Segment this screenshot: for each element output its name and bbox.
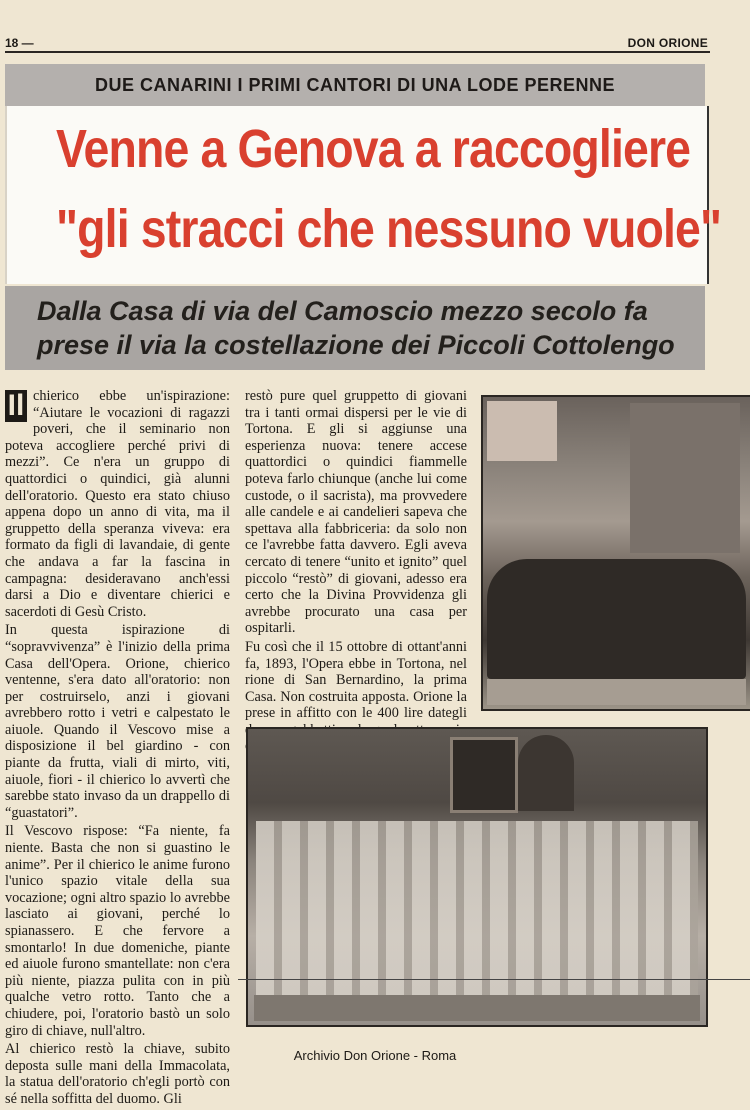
header-rule bbox=[5, 51, 710, 53]
article-column-1 bbox=[5, 388, 230, 1110]
article-column-2 bbox=[245, 388, 467, 757]
magazine-name: DON ORIONE bbox=[627, 36, 708, 50]
paragraph: Il chierico ebbe un'ispirazione: “Aiutare le vocazioni di ragazzi poveri, che il seminario non poteva accogliere perché privi di mezzi”. Ce n'era un gruppo di quattordici o quindici, già alunni dell'oratorio. Questo era stato chiuso appena dopo un anno di vita, ma il gruppetto della speranza viveva: era formato da figli di lavandaie, di gente che andava a far la fascina in campagna: desideravano anch'essi darsi a Dio e diventare chierici e sacerdoti di Gesù Cristo. bbox=[5, 388, 230, 620]
drop-cap: Il bbox=[5, 390, 27, 422]
kicker: DUE CANARINI I PRIMI CANTORI DI UNA LODE PERENNE bbox=[5, 64, 705, 106]
divider-line bbox=[238, 979, 750, 980]
paragraph: Al chierico restò la chiave, subito deposta sulle mani della Immacolata, la statua dell'oratorio ch'egli portò con sé nella soffitta del duomo. Gli bbox=[5, 1041, 230, 1107]
archive-footer: Archivio Don Orione - Roma bbox=[293, 1048, 457, 1063]
deck bbox=[5, 286, 705, 370]
headline-line-1: Venne a Genova a raccogliere bbox=[56, 119, 691, 179]
deck-line-1: Dalla Casa di via del Camoscio mezzo secolo fa bbox=[37, 296, 648, 326]
paragraph: Fu così che il 15 ottobre di ottant'anni fa, 1893, l'Opera ebbe in Tortona, nel rione di San Bernardino, la prima Casa. Non costruita apposta. Orione la prese in affitto con le 400 lire dategli bbox=[245, 638, 467, 722]
paragraph: In questa ispirazione di “sopravvivenza” è l'inizio della prima Casa dell'Opera. Orione, chierico ventenne, s'era dato all'oratorio: non per costruirselo, anzi i giovani avrebbero rotto i vetri e calpestato le aiuole. Quando il Vescovo mise a disposizione il bel giardino - con piante da frutta, viali di mirto, viti, aiuole, fiori - il chierico lo avvertì che sarebbe stato invaso da un drappello di “guastatori”. bbox=[5, 622, 230, 821]
photo-children-class bbox=[246, 727, 708, 1027]
paragraph: Il Vescovo rispose: “Fa niente, fa niente. Basta che non si guastino le anime”. Per il chierico le anime furono l'unico spazio vitale della sua vocazione; ogni altro spazio lo avrebbe lasciato ai giovani, perché lo spianassero. E che fervore a smontarlo! In due domeniche, piante ed aiuole furono smantellate: non c'era più niente, piazza pulita con in più qualche vetro rotto. Tanto che a chiudere, poi, l'oratorio bastò un solo giro di chiave, null'altro. bbox=[5, 823, 230, 1039]
photo-group-on-stairs bbox=[481, 395, 750, 711]
paragraph: restò pure quel gruppetto di giovani tra i tanti ormai dispersi per le vie di Tortona. E gli si aggiunse una esperienza nuova: tenere accese quattordici o quindici fiammelle poteva farlo chiunque (anche lui come custode, o il sacrista), ma provvedere alle candele e ai candelieri sapeva che spettava alla fabbriceria: da solo non ce l'avrebbe fatta davvero. Egli aveva cercato di tenere “unito et ignito” quel piccolo “restò” di giovani, adesso era certo che la Divina Provvidenza gli avrebbe procurato una casa per ospitarli. bbox=[245, 388, 467, 637]
deck-line-2: prese il via la costellazione dei Piccoli Cottolengo bbox=[37, 330, 675, 360]
headline-line-2: "gli stracci che nessuno vuole" bbox=[56, 199, 722, 259]
page-number: 18 — bbox=[5, 36, 34, 50]
headline-box bbox=[5, 106, 722, 284]
